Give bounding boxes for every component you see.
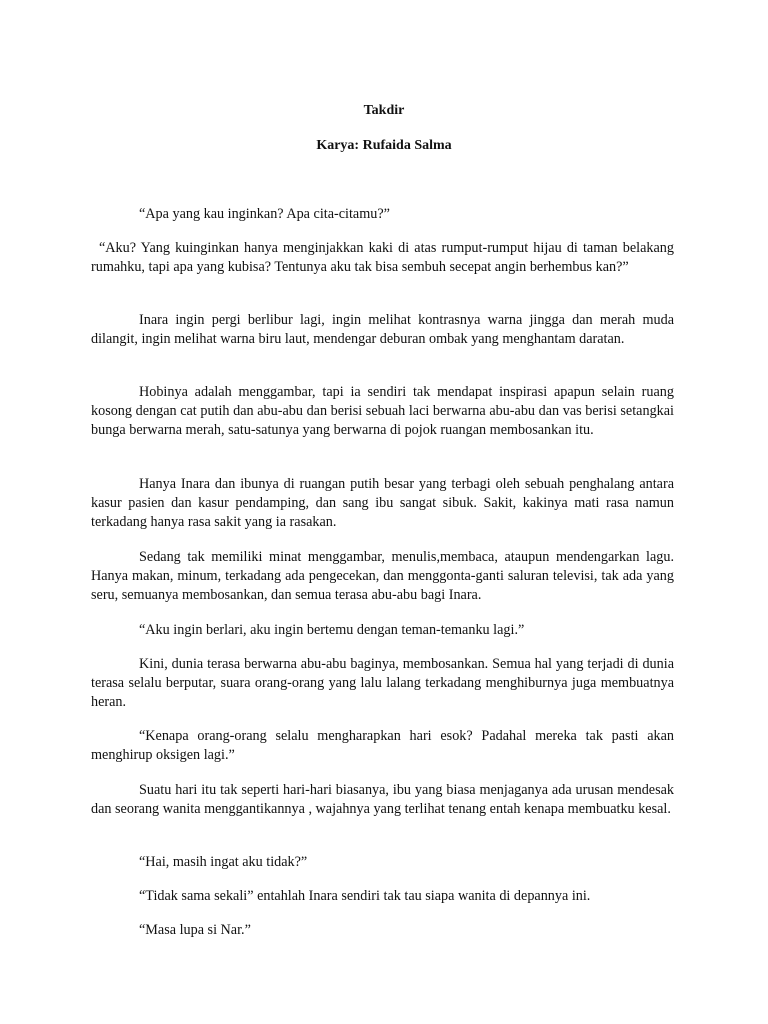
paragraph-3: Inara ingin pergi berlibur lagi, ingin melihat kontrasnya warna jingga dan merah muda dilangit, ingin melihat warna biru laut, mendengar deburan ombak yang menghantam daratan. — [91, 312, 674, 347]
paragraph-8: Kini, dunia terasa berwarna abu-abu baginya, membosankan. Semua hal yang terjadi di dunia terasa selalu berputar, suara orang-orang yang lalu lalang terkadang menghiburnya juga membuatnya heran. — [91, 656, 674, 710]
author-line: Karya: Rufaida Salma — [316, 138, 452, 153]
paragraph-13: “Masa lupa si Nar.” — [139, 922, 251, 938]
paragraph-4: Hobinya adalah menggambar, tapi ia sendiri tak mendapat inspirasi apapun selain ruang kosong dengan cat putih dan abu-abu dan berisi sebuah laci berwarna abu-abu dan vas berisi setangkai bunga berwarna merah, satu-satunya yang berwarna di pojok ruangan membosankan itu. — [91, 384, 674, 438]
paragraph-12: “Tidak sama sekali” entahlah Inara sendiri tak tau siapa wanita di depannya ini. — [139, 888, 591, 904]
paragraph-2: “Aku? Yang kuinginkan hanya menginjakkan kaki di atas rumput-rumput hijau di taman belakang rumahku, tapi apa yang kubisa? Tentunya aku tak bisa sembuh secepat angin berhembus kan?” — [91, 240, 674, 275]
paragraph-9: “Kenapa orang-orang selalu mengharapkan hari esok? Padahal mereka tak pasti akan menghirup oksigen lagi.” — [91, 728, 674, 763]
paragraph-10: Suatu hari itu tak seperti hari-hari biasanya, ibu yang biasa menjaganya ada urusan mendesak dan seorang wanita menggantikannya , wajahnya yang terlihat tenang entah kenapa membuatku kesal. — [91, 782, 674, 817]
paragraph-7: “Aku ingin berlari, aku ingin bertemu dengan teman-temanku lagi.” — [139, 622, 525, 638]
paragraph-6: Sedang tak memiliki minat menggambar, menulis,membaca, ataupun mendengarkan lagu. Hanya makan, minum, terkadang ada pengecekan, dan menggonta-ganti saluran televisi, tak ada yang seru, semuanya membosankan, dan semua terasa abu-abu bagi Inara. — [91, 549, 674, 603]
paragraph-1: “Apa yang kau inginkan? Apa cita-citamu?” — [139, 206, 390, 222]
paragraph-11: “Hai, masih ingat aku tidak?” — [139, 854, 308, 870]
paragraph-5: Hanya Inara dan ibunya di ruangan putih besar yang terbagi oleh sebuah penghalang antara kasur pasien dan kasur pendamping, dan sang ibu sangat sibuk. Sakit, kakinya mati rasa namun terkadang hanya rasa sakit yang ia rasakan. — [91, 476, 674, 530]
story-title: Takdir — [363, 103, 405, 118]
